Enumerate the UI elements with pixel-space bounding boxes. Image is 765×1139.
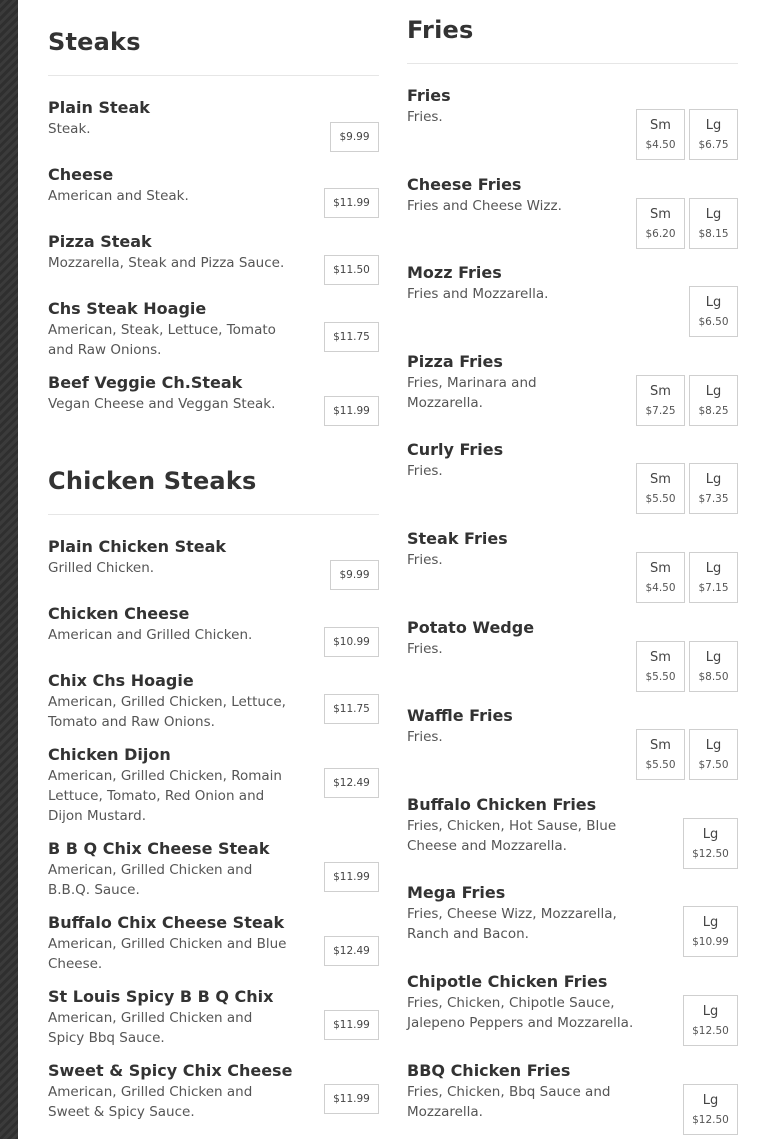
item-name: Chs Steak Hoagie <box>48 299 207 318</box>
size-small-button[interactable] <box>636 729 685 780</box>
menu-item[interactable] <box>48 536 379 581</box>
size-small-button[interactable] <box>636 552 685 603</box>
size-label: Lg <box>705 294 722 310</box>
size-price: $8.25 <box>698 404 729 417</box>
item-description: American, Grilled Chicken and Sweet & Spicy Sauce. <box>48 1084 253 1120</box>
size-label: Lg <box>702 914 719 930</box>
menu-item[interactable] <box>48 164 379 209</box>
size-large-button[interactable] <box>689 109 738 160</box>
size-label: Sm <box>650 383 671 399</box>
item-name: Cheese Fries <box>407 175 522 194</box>
menu-item[interactable] <box>407 351 738 417</box>
section-divider <box>48 514 379 515</box>
menu-item[interactable] <box>407 971 738 1037</box>
item-name: Mega Fries <box>407 883 506 902</box>
menu-item[interactable] <box>407 174 738 240</box>
size-label: Lg <box>705 649 722 665</box>
size-options <box>683 818 738 869</box>
size-price: $7.50 <box>698 758 729 771</box>
size-price: $10.99 <box>692 935 729 948</box>
size-options <box>636 109 738 160</box>
size-large-button[interactable] <box>683 818 738 869</box>
item-name: Beef Veggie Ch.Steak <box>48 373 243 392</box>
price-button[interactable]: $11.99 <box>324 1010 379 1040</box>
size-price: $5.50 <box>645 492 676 505</box>
item-description: Fries. <box>407 109 443 125</box>
size-label: Lg <box>705 560 722 576</box>
item-description: Fries, Chicken, Chipotle Sauce, Jalepeno Peppers and Mozzarella. <box>407 995 634 1031</box>
size-price: $8.15 <box>698 227 729 240</box>
price-button[interactable]: $9.99 <box>330 122 379 152</box>
size-small-button[interactable] <box>636 198 685 249</box>
item-name: Chix Chs Hoagie <box>48 671 194 690</box>
item-name: Chicken Cheese <box>48 604 190 623</box>
price-button[interactable]: $11.99 <box>324 862 379 892</box>
item-description: Steak. <box>48 121 91 137</box>
size-price: $4.50 <box>645 581 676 594</box>
item-name: Potato Wedge <box>407 618 535 637</box>
menu-item[interactable] <box>48 298 379 360</box>
item-description: Fries. <box>407 641 443 657</box>
price-button[interactable]: $11.99 <box>324 1084 379 1114</box>
size-label: Lg <box>705 737 722 753</box>
size-options <box>636 552 738 603</box>
price-button[interactable]: $12.49 <box>324 936 379 966</box>
item-description: Mozzarella, Steak and Pizza Sauce. <box>48 255 285 271</box>
price-button[interactable]: $9.99 <box>330 560 379 590</box>
size-price: $12.50 <box>692 1024 729 1037</box>
size-label: Sm <box>650 560 671 576</box>
item-description: Fries, Marinara and Mozzarella. <box>407 375 537 411</box>
menu-item[interactable] <box>407 882 738 948</box>
menu-item[interactable] <box>407 262 738 328</box>
item-description: American and Steak. <box>48 188 189 204</box>
size-options <box>683 995 738 1046</box>
item-description: Fries, Chicken, Hot Sause, Blue Cheese and Mozzarella. <box>407 818 617 854</box>
size-large-button[interactable] <box>689 729 738 780</box>
menu-item[interactable] <box>48 912 379 974</box>
size-price: $6.50 <box>698 315 729 328</box>
size-label: Lg <box>702 1092 719 1108</box>
price-button[interactable]: $11.99 <box>324 188 379 218</box>
item-description: Fries, Chicken, Bbq Sauce and Mozzarella. <box>407 1084 611 1120</box>
menu-item[interactable] <box>407 617 738 683</box>
size-options <box>636 641 738 692</box>
item-name: Fries <box>407 86 451 105</box>
item-description: American and Grilled Chicken. <box>48 627 253 643</box>
menu-item[interactable] <box>48 744 379 826</box>
item-description: Fries. <box>407 552 443 568</box>
section-title-fries: Fries <box>407 16 474 44</box>
item-description: Fries, Cheese Wizz, Mozzarella, Ranch and Bacon. <box>407 906 617 942</box>
item-name: Steak Fries <box>407 529 508 548</box>
size-label: Lg <box>705 206 722 222</box>
size-small-button[interactable] <box>636 109 685 160</box>
menu-item[interactable] <box>48 838 379 900</box>
item-name: Mozz Fries <box>407 263 502 282</box>
size-large-button[interactable] <box>689 463 738 514</box>
size-options <box>636 729 738 780</box>
price-button[interactable]: $11.75 <box>324 694 379 724</box>
item-description: American, Steak, Lettuce, Tomato and Raw Onions. <box>48 322 276 358</box>
size-price: $6.75 <box>698 138 729 151</box>
size-label: Lg <box>705 383 722 399</box>
size-price: $12.50 <box>692 847 729 860</box>
size-label: Lg <box>702 826 719 842</box>
size-options <box>636 375 738 426</box>
item-name: Buffalo Chix Cheese Steak <box>48 913 285 932</box>
size-large-button[interactable] <box>683 1084 738 1135</box>
size-label: Lg <box>702 1003 719 1019</box>
size-label: Sm <box>650 471 671 487</box>
size-price: $12.50 <box>692 1113 729 1126</box>
size-large-button[interactable] <box>689 286 738 337</box>
price-button[interactable]: $11.75 <box>324 322 379 352</box>
size-price: $4.50 <box>645 138 676 151</box>
item-name: St Louis Spicy B B Q Chix <box>48 987 274 1006</box>
item-name: Waffle Fries <box>407 706 513 725</box>
item-description: American, Grilled Chicken and Spicy Bbq Sauce. <box>48 1010 253 1046</box>
menu-item[interactable] <box>48 231 379 276</box>
menu-item[interactable] <box>48 670 379 732</box>
size-label: Sm <box>650 737 671 753</box>
size-price: $7.25 <box>645 404 676 417</box>
price-button[interactable]: $11.50 <box>324 255 379 285</box>
menu-item[interactable] <box>407 528 738 594</box>
background-texture-strip <box>0 0 18 1139</box>
size-large-button[interactable] <box>683 906 738 957</box>
item-name: Buffalo Chicken Fries <box>407 795 597 814</box>
menu-item[interactable] <box>407 1060 738 1126</box>
section-divider <box>48 75 379 76</box>
menu-item[interactable] <box>407 794 738 860</box>
item-description: Fries and Mozzarella. <box>407 286 549 302</box>
size-small-button[interactable] <box>636 641 685 692</box>
menu-item[interactable] <box>48 603 379 648</box>
price-button[interactable]: $12.49 <box>324 768 379 798</box>
section-title-chicken-steaks: Chicken Steaks <box>48 467 257 495</box>
menu-item[interactable] <box>48 97 379 143</box>
item-description: Grilled Chicken. <box>48 560 155 576</box>
menu-page <box>18 0 765 1139</box>
size-options <box>689 286 738 337</box>
section-divider <box>407 63 738 64</box>
item-name: Chipotle Chicken Fries <box>407 972 608 991</box>
size-small-button[interactable] <box>636 375 685 426</box>
size-small-button[interactable] <box>636 463 685 514</box>
item-name: BBQ Chicken Fries <box>407 1061 571 1080</box>
size-large-button[interactable] <box>689 641 738 692</box>
size-large-button[interactable] <box>689 375 738 426</box>
size-large-button[interactable] <box>683 995 738 1046</box>
item-name: Sweet & Spicy Chix Cheese <box>48 1061 293 1080</box>
price-button[interactable]: $10.99 <box>324 627 379 657</box>
size-price: $5.50 <box>645 670 676 683</box>
menu-item[interactable] <box>407 85 738 151</box>
size-price: $8.50 <box>698 670 729 683</box>
size-options <box>683 1084 738 1135</box>
size-label: Lg <box>705 117 722 133</box>
section-title-steaks: Steaks <box>48 28 141 56</box>
menu-item[interactable] <box>48 372 379 417</box>
item-description: Vegan Cheese and Veggan Steak. <box>48 396 276 412</box>
item-description: American, Grilled Chicken, Lettuce, Tomato and Raw Onions. <box>48 694 286 730</box>
item-description: Fries. <box>407 463 443 479</box>
menu-item[interactable] <box>407 705 738 771</box>
item-name: Cheese <box>48 165 114 184</box>
menu-item[interactable] <box>48 986 379 1048</box>
item-name: Pizza Fries <box>407 352 503 371</box>
item-description: American, Grilled Chicken and Blue Cheese. <box>48 936 287 972</box>
size-price: $7.15 <box>698 581 729 594</box>
size-label: Lg <box>705 471 722 487</box>
size-price: $5.50 <box>645 758 676 771</box>
size-price: $7.35 <box>698 492 729 505</box>
item-description: Fries and Cheese Wizz. <box>407 198 562 214</box>
size-options <box>636 463 738 514</box>
item-description: American, Grilled Chicken, Romain Lettuce, Tomato, Red Onion and Dijon Mustard. <box>48 768 282 824</box>
size-label: Sm <box>650 206 671 222</box>
size-options <box>636 198 738 249</box>
size-label: Sm <box>650 117 671 133</box>
item-description: American, Grilled Chicken and B.B.Q. Sauce. <box>48 862 253 898</box>
item-description: Fries. <box>407 729 443 745</box>
size-large-button[interactable] <box>689 198 738 249</box>
price-button[interactable]: $11.99 <box>324 396 379 426</box>
item-name: Plain Steak <box>48 98 150 117</box>
menu-item[interactable] <box>48 1060 379 1122</box>
item-name: B B Q Chix Cheese Steak <box>48 839 270 858</box>
size-large-button[interactable] <box>689 552 738 603</box>
size-options <box>683 906 738 957</box>
item-name: Chicken Dijon <box>48 745 171 764</box>
size-price: $6.20 <box>645 227 676 240</box>
item-name: Curly Fries <box>407 440 504 459</box>
size-label: Sm <box>650 649 671 665</box>
menu-item[interactable] <box>407 439 738 505</box>
item-name: Pizza Steak <box>48 232 152 251</box>
item-name: Plain Chicken Steak <box>48 537 227 556</box>
